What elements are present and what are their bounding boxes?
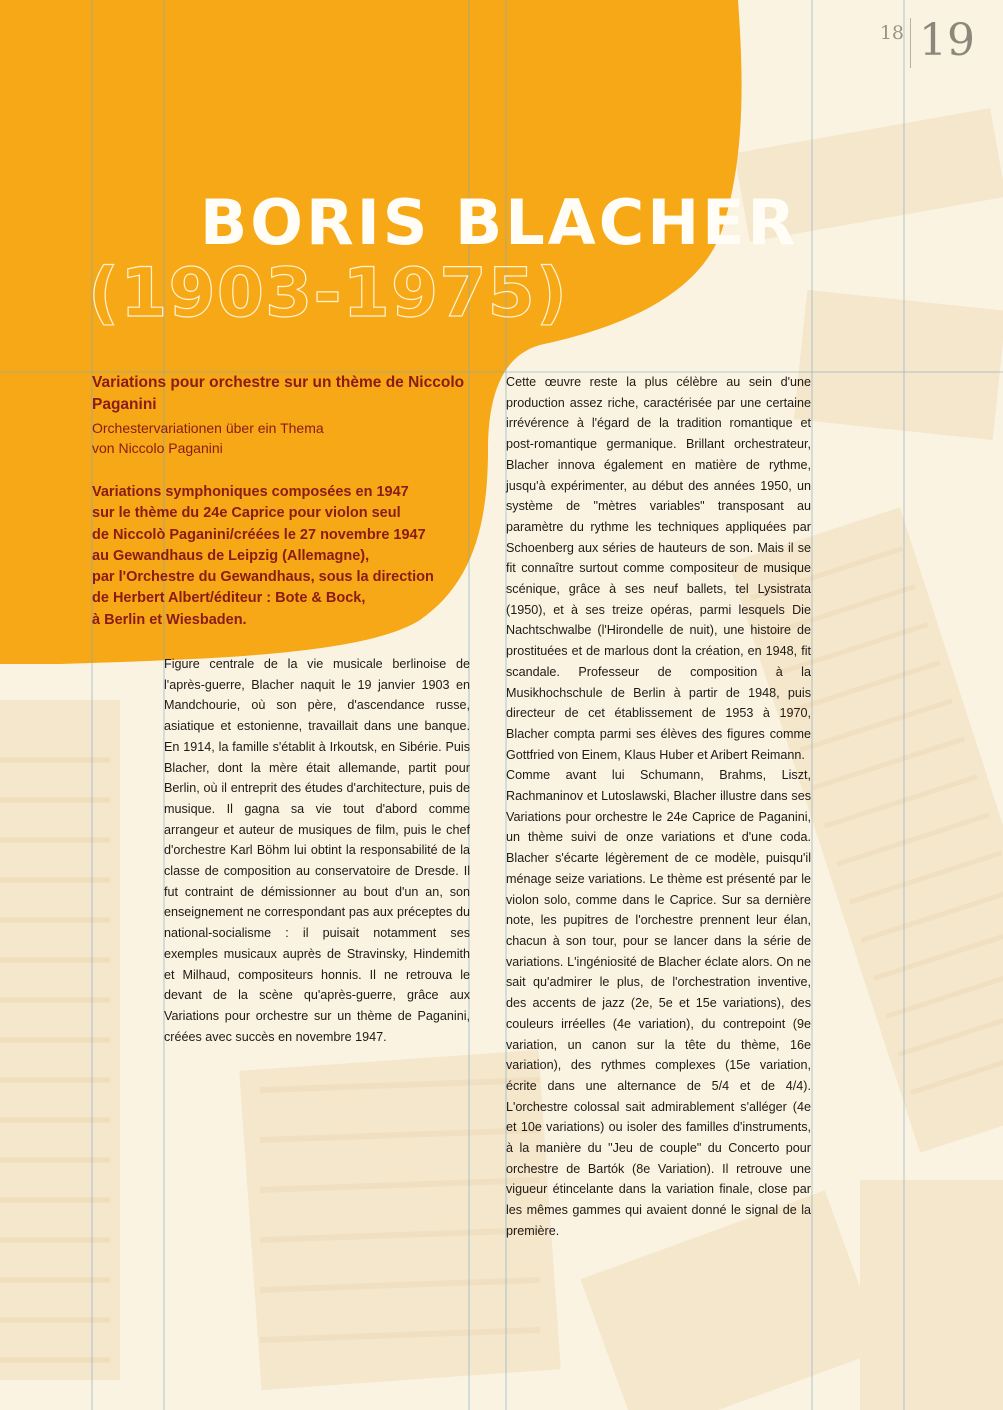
work-info-line: à Berlin et Wiesbaden.: [92, 611, 247, 628]
previous-page-number: 18: [880, 18, 911, 68]
description-paragraph: Cette œuvre reste la plus célèbre au sein d'une production assez riche, caractérisée par une certaine irrévérence à l'égard de la tradition romantique et post-romantique germanique. Brillant orchestrateur, Blacher innova également en matière de rythme, jusqu'à expérimenter, au début des années 1950, un système de "mètres variables" transposant au paramètre du rythme les techniques appliquées par Schoenberg aux séries de hauteurs de son. Mais il se fit connaître surtout comme compositeur de musique scénique, grâce à ses neuf ballets, tel Lysistrata (1950), et à ses treize opéras, parmi lesquels Die Nachtschwalbe (l'Hirondelle de nuit), une histoire de prostituées et de marlous dont la création, en 1948, fit scandale. Professeur de composition à la Musikhochschule de Berlin à partir de 1948, puis directeur de cet établissement de 1953 à 1970, Blacher compta parmi ses élèves des figures comme Gottfried von Einem, Klaus Huber et Aribert Reimann.: [506, 375, 811, 762]
work-description-column: [506, 372, 811, 1242]
work-info: [92, 482, 472, 631]
biography-paragraph: Figure centrale de la vie musicale berlinoise de l'après-guerre, Blacher naquit le 19 janvier 1903 en Mandchourie, où son père, d'ascendance russe, asiatique et estonienne, travaillait dans une banque. En 1914, la famille s'établit à Irkoutsk, en Sibérie. Puis Blacher, dont la mère était allemande, partit pour Berlin, où il entreprit des études d'architecture, puis de musique. Il gagna sa vie tout d'abord comme arrangeur et auteur de musiques de film, puis le chef d'orchestre Karl Böhm lui obtint la responsabilité de la classe de composition au conservatoire de Dresde. Il fut contraint de démissionner au bout d'un an, son enseignement ne correspondant pas aux préceptes du national-socialisme : il puisait notamment ses exemples musicaux auprès de Stravinsky, Hindemith et Milhaud, compositeurs honnis. Il ne retrouva le devant de la scène qu'après-guerre, grâce aux Variations pour orchestre sur un thème de Paganini, créées avec succès en novembre 1947.: [164, 657, 470, 1044]
work-title: Variations pour orchestre sur un thème de Niccolo Paganini: [92, 374, 465, 413]
work-subtitle-line: Orchestervariationen über ein Thema: [92, 420, 324, 436]
work-info-line: au Gewandhaus de Leipzig (Allemagne),: [92, 547, 370, 564]
work-info-line: par l'Orchestre du Gewandhaus, sous la direction: [92, 569, 434, 586]
work-subtitle: [92, 418, 472, 458]
page-number: [879, 15, 975, 68]
work-heading: [92, 372, 472, 458]
work-subtitle-line: von Niccolo Paganini: [92, 440, 223, 456]
description-paragraph: Comme avant lui Schumann, Brahms, Liszt, Rachmaninov et Lutoslawski, Blacher illustre dans ses Variations pour orchestre le 24e Caprice de Paganini, un thème suivi de onze variations et d'une coda. Blacher s'écarte légèrement de ce modèle, puisqu'il ménage seize variations. Le thème est présenté par le violon solo, comme dans le Caprice. Sur sa dernière note, les pupitres de l'orchestre prennent leur élan, chacun à son tour, pour se lancer dans la série de variations. L'ingéniosité de Blacher éclate alors. On ne sait qu'admirer le plus, de l'orchestration inventive, des accents de jazz (2e, 5e et 15e variations), des couleurs irréelles (4e variation), du contrepoint (9e variation, un canon sur la tête du thème, 16e variation), des rythmes complexes (15e variation, écrite dans une alternance de 5/4 et de 4/4). L'orchestre colossal sait admirablement s'alléger (4e et 10e variations) ou isoler des familles d'instruments, à la manière du "Jeu de couple" du Concerto pour orchestre de Bartók (8e Variation). Il retrouve une vigueur étincelante dans la variation finale, close par les mêmes gammes qui avaient donné le signal de la première.: [506, 768, 811, 1238]
current-page-number: 19: [919, 15, 975, 66]
composer-dates: (1903-1975): [88, 254, 568, 333]
work-info-line: de Niccolò Paganini/créées le 27 novembre 1947: [92, 526, 426, 543]
work-info-line: sur le thème du 24e Caprice pour violon seul: [92, 505, 401, 522]
composer-name: BORIS BLACHER: [200, 186, 799, 259]
work-info-line: Variations symphoniques composées en 1947: [92, 484, 409, 500]
work-info-line: de Herbert Albert/éditeur : Bote & Bock,: [92, 590, 366, 607]
